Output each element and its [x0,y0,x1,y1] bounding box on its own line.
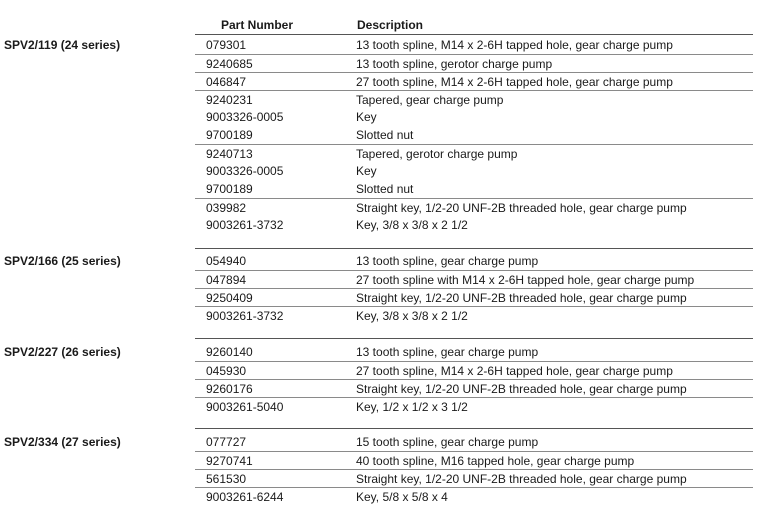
table-row [195,487,753,506]
table-row [195,216,753,234]
part-number-cell: 045930 [206,364,247,378]
table-row [195,108,753,126]
part-number-cell: 9003261-6244 [206,490,284,504]
part-number-header: Part Number [221,18,294,32]
description-cell: 27 tooth spline, M14 x 2-6H tapped hole, gear charge pump [356,75,673,89]
table-row [195,90,753,109]
description-cell: Tapered, gerotor charge pump [356,147,518,161]
description-cell: Key, 1/2 x 1/2 x 3 1/2 [356,400,468,414]
part-number-cell: 9003261-3732 [206,218,284,232]
description-cell: 13 tooth spline, gear charge pump [356,254,539,268]
table-row [195,54,753,73]
table-row [195,126,753,144]
table-row [195,306,753,325]
section-title: SPV2/166 (25 series) [4,254,121,268]
section-top-rule [195,338,753,339]
description-cell: Key, 3/8 x 3/8 x 2 1/2 [356,218,468,232]
table-row [195,72,753,91]
description-cell: Straight key, 1/2-20 UNF-2B threaded hole, gear charge pump [356,382,687,396]
table-row [195,361,753,380]
section-top-rule [195,248,753,249]
table-header [195,16,753,34]
description-cell: Slotted nut [356,128,414,142]
description-cell: 27 tooth spline, M14 x 2-6H tapped hole, gear charge pump [356,364,673,378]
part-number-cell: 9700189 [206,128,253,142]
table-row [195,397,753,416]
section-title: SPV2/227 (26 series) [4,345,121,359]
table-row [195,252,753,270]
part-number-cell: 9240231 [206,93,253,107]
part-number-cell: 9250409 [206,291,253,305]
part-number-cell: 9003326-0005 [206,164,284,178]
description-cell: 27 tooth spline with M14 x 2-6H tapped hole, gear charge pump [356,273,695,287]
description-cell: Key [356,110,377,124]
description-header: Description [357,18,424,32]
description-cell: Key, 5/8 x 5/8 x 4 [356,490,448,504]
part-number-cell: 9270741 [206,454,253,468]
header-rule [195,34,753,35]
part-number-cell: 9260176 [206,382,253,396]
table-row [195,433,753,451]
table-row [195,180,753,198]
part-number-cell: 047894 [206,273,247,287]
table-row [195,451,753,470]
table-row [195,469,753,488]
part-number-cell: 9003326-0005 [206,110,284,124]
part-number-cell: 561530 [206,472,247,486]
description-cell: Key, 3/8 x 3/8 x 2 1/2 [356,309,468,323]
table-row [195,198,753,217]
description-cell: 13 tooth spline, gerotor charge pump [356,57,553,71]
description-cell: 40 tooth spline, M16 tapped hole, gear charge pump [356,454,635,468]
part-number-cell: 9003261-5040 [206,400,284,414]
description-cell: 15 tooth spline, gear charge pump [356,435,539,449]
part-number-cell: 039982 [206,201,247,215]
part-number-cell: 9260140 [206,345,253,359]
description-cell: Slotted nut [356,182,414,196]
section-title: SPV2/334 (27 series) [4,435,121,449]
part-number-cell: 077727 [206,435,247,449]
table-row [195,144,753,163]
section-top-rule [195,428,753,429]
table-row [195,270,753,289]
table-row [195,343,753,361]
part-number-cell: 9700189 [206,182,253,196]
part-number-cell: 054940 [206,254,247,268]
description-cell: 13 tooth spline, gear charge pump [356,345,539,359]
description-cell: Key [356,164,377,178]
description-cell: Straight key, 1/2-20 UNF-2B threaded hole, gear charge pump [356,201,687,215]
description-cell: Straight key, 1/2-20 UNF-2B threaded hole, gear charge pump [356,291,687,305]
table-row [195,379,753,398]
description-cell: Straight key, 1/2-20 UNF-2B threaded hole, gear charge pump [356,472,687,486]
part-number-cell: 9240685 [206,57,253,71]
table-row [195,162,753,180]
part-number-cell: 046847 [206,75,247,89]
part-number-cell: 079301 [206,38,247,52]
table-row [195,36,753,54]
description-cell: Tapered, gear charge pump [356,93,504,107]
section-title: SPV2/119 (24 series) [4,38,121,52]
table-row [195,288,753,307]
part-number-cell: 9240713 [206,147,253,161]
part-number-cell: 9003261-3732 [206,309,284,323]
description-cell: 13 tooth spline, M14 x 2-6H tapped hole, gear charge pump [356,38,673,52]
